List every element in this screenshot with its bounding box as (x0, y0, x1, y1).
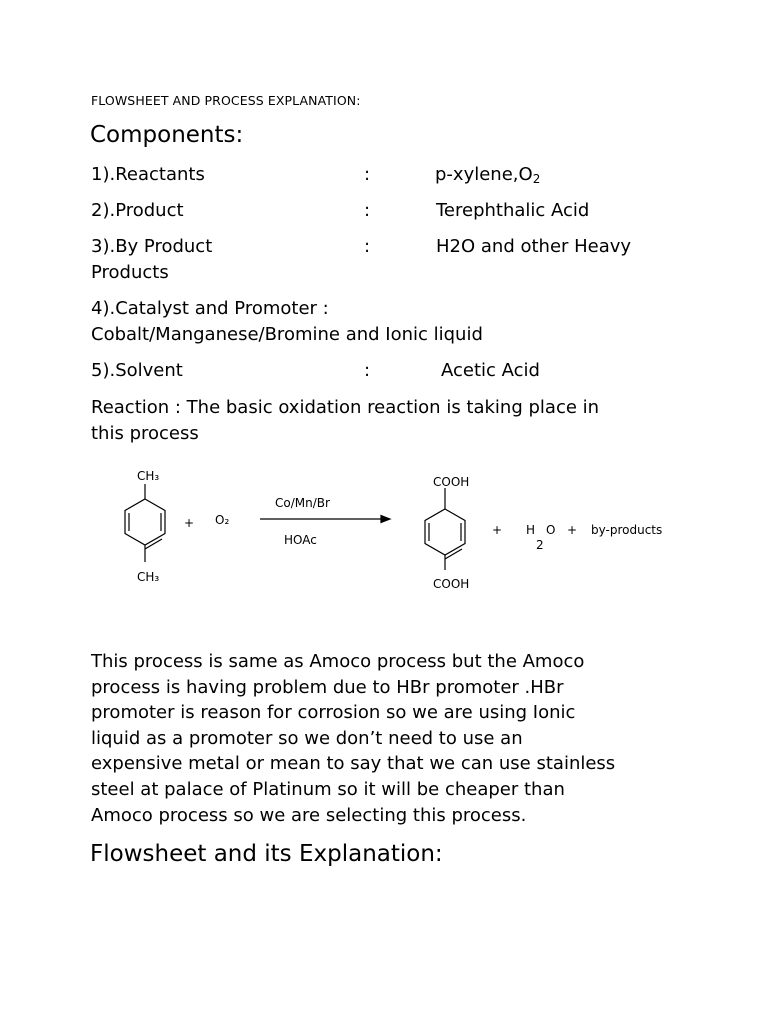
item-solvent-colon: : (364, 360, 371, 381)
reaction-arrow (260, 516, 390, 523)
product-top-group: COOH (433, 475, 470, 489)
water-h: H (526, 523, 536, 537)
reaction-text-line1: Reaction : The basic oxidation reaction is taking place in (91, 397, 600, 418)
reaction-diagram (100, 462, 680, 597)
oxygen-reactant: O₂ (215, 513, 230, 527)
description-line: Amoco process so we are selecting this process. (91, 804, 527, 826)
water-o: O (546, 523, 556, 537)
byproducts-label: by-products (591, 523, 663, 537)
reaction-text-line2: this process (91, 423, 199, 444)
item-catalyst-label: 4).Catalyst and Promoter : (91, 298, 329, 319)
item-byproduct-value: H2O and other Heavy (436, 236, 632, 257)
solvent-label: HOAc (284, 533, 317, 547)
item-reactants-value (435, 162, 540, 188)
reactant-top-group: CH₃ (137, 469, 160, 483)
reactants-value-subscript: 2 (532, 172, 541, 186)
item-reactants-label: 1).Reactants (91, 164, 205, 185)
description-line: liquid as a promoter so we don’t need to use an (91, 727, 523, 749)
item-byproduct-colon: : (364, 236, 371, 257)
p-xylene-structure (125, 484, 165, 562)
item-reactants-colon: : (364, 164, 371, 185)
catalyst-label: Co/Mn/Br (275, 496, 330, 510)
item-product-colon: : (364, 200, 371, 221)
item-product-label: 2).Product (91, 200, 184, 221)
description-line: expensive metal or mean to say that we can use stainless (91, 753, 616, 775)
description-paragraph (91, 649, 691, 828)
components-heading: Components: (90, 122, 244, 148)
flowsheet-heading: Flowsheet and its Explanation: (90, 841, 443, 867)
description-line: promoter is reason for corrosion so we are using Ionic (91, 702, 576, 724)
water-subscript: 2 (536, 538, 544, 552)
item-byproduct-label: 3).By Product (91, 236, 213, 257)
terephthalic-acid-structure (425, 488, 465, 570)
plus-sign-3: + (567, 523, 578, 537)
plus-sign-1: + (184, 516, 195, 530)
item-catalyst-continuation: Cobalt/Manganese/Bromine and Ionic liquid (91, 324, 483, 345)
reactant-bottom-group: CH₃ (137, 570, 160, 584)
item-solvent-value: Acetic Acid (441, 360, 540, 381)
plus-sign-2: + (492, 523, 503, 537)
description-line: process is having problem due to HBr promoter .HBr (91, 676, 564, 698)
reactants-value-text: p-xylene,O (435, 164, 533, 185)
item-product-value: Terephthalic Acid (436, 200, 590, 221)
description-line: steel at palace of Platinum so it will be cheaper than (91, 778, 565, 800)
item-solvent-label: 5).Solvent (91, 360, 183, 381)
description-line: This process is same as Amoco process but the Amoco (91, 651, 585, 672)
document-header: FLOWSHEET AND PROCESS EXPLANATION: (91, 93, 361, 108)
product-bottom-group: COOH (433, 577, 470, 591)
item-byproduct-continuation: Products (91, 262, 169, 283)
